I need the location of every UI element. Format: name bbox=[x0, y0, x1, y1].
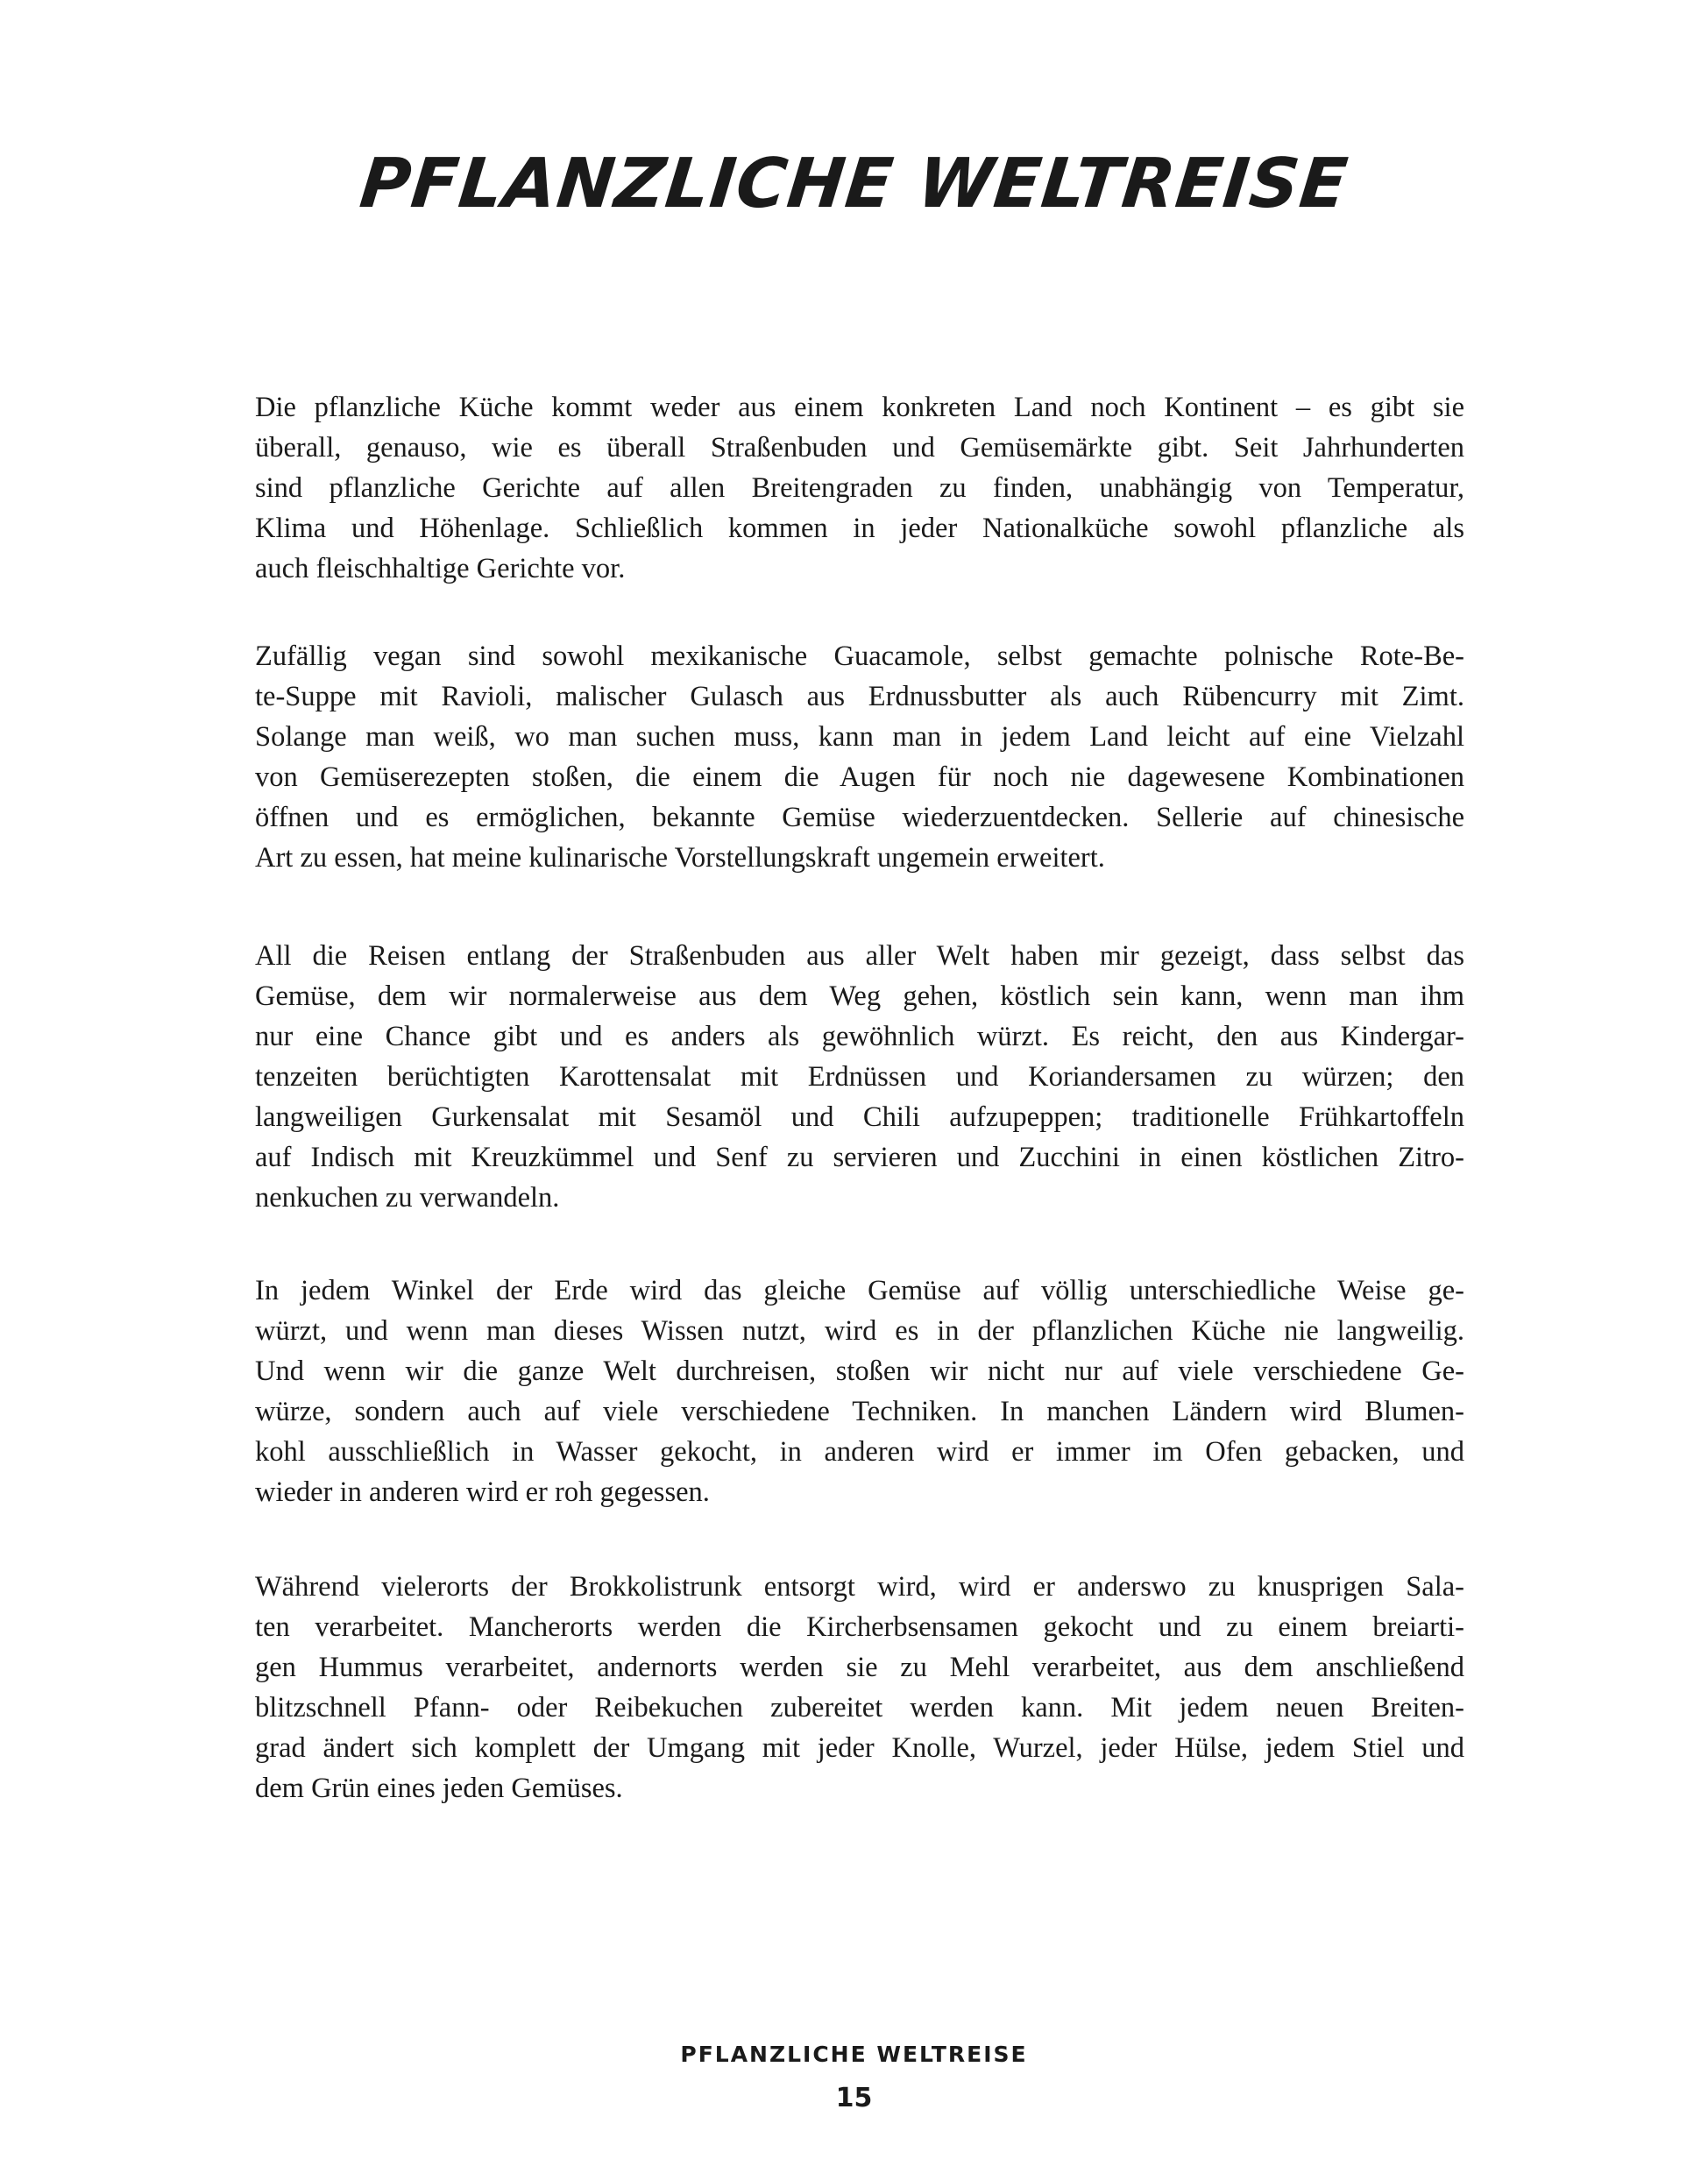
paragraph bbox=[255, 936, 1464, 1218]
text-line: nenkuchen zu verwandeln. bbox=[255, 1182, 560, 1214]
text-line: Gemüse, dem wir normalerweise aus dem Weg gehen, köstlich sein kann, wenn man ihm bbox=[255, 980, 1464, 1012]
text-line: Art zu essen, hat meine kulinarische Vorstellungskraft ungemein erweitert. bbox=[255, 842, 1105, 874]
text-line: wieder in anderen wird er roh gegessen. bbox=[255, 1476, 710, 1508]
text-line: All die Reisen entlang der Straßenbuden aus aller Welt haben mir gezeigt, dass selbst das bbox=[255, 940, 1464, 972]
text-line: langweiligen Gurkensalat mit Sesamöl und Chili aufzupeppen; traditionelle Frühkartoffeln bbox=[255, 1101, 1464, 1133]
paragraph bbox=[255, 1271, 1464, 1512]
page-title: PFLANZLICHE WELTREISE bbox=[356, 145, 1352, 223]
text-line: dem Grün eines jeden Gemüses. bbox=[255, 1773, 623, 1804]
text-line: tenzeiten berüchtigten Karottensalat mit Erdnüssen und Koriandersamen zu würzen; den bbox=[255, 1061, 1464, 1093]
text-line: Klima und Höhenlage. Schließlich kommen in jeder Nationalküche sowohl pflanzliche als bbox=[255, 513, 1464, 544]
paragraph bbox=[255, 387, 1464, 589]
paragraph bbox=[255, 636, 1464, 878]
text-line: auch fleischhaltige Gerichte vor. bbox=[255, 553, 626, 584]
text-line: Während vielerorts der Brokkolistrunk entsorgt wird, wird er anderswo zu knusprigen Sala- bbox=[255, 1571, 1464, 1603]
page-number: 15 bbox=[835, 2083, 873, 2113]
text-line: von Gemüserezepten stoßen, die einem die Augen für noch nie dagewesene Kombinationen bbox=[255, 761, 1464, 793]
text-line: auf Indisch mit Kreuzkümmel und Senf zu servieren und Zucchini in einen köstlichen Zitro- bbox=[255, 1142, 1464, 1173]
text-line: grad ändert sich komplett der Umgang mit jeder Knolle, Wurzel, jeder Hülse, jedem Stiel und bbox=[255, 1732, 1464, 1764]
running-footer-title: PFLANZLICHE WELTREISE bbox=[680, 2042, 1028, 2067]
text-line: Solange man weiß, wo man suchen muss, kann man in jedem Land leicht auf eine Vielzahl bbox=[255, 721, 1464, 753]
text-line: blitzschnell Pfann- oder Reibekuchen zubereitet werden kann. Mit jedem neuen Breiten- bbox=[255, 1692, 1464, 1724]
paragraph bbox=[255, 1567, 1464, 1808]
text-line: Zufällig vegan sind sowohl mexikanische Guacamole, selbst gemachte polnische Rote-Be- bbox=[255, 641, 1464, 672]
text-line: nur eine Chance gibt und es anders als gewöhnlich würzt. Es reicht, den aus Kindergar- bbox=[255, 1021, 1464, 1052]
text-line: würze, sondern auch auf viele verschiedene Techniken. In manchen Ländern wird Blumen- bbox=[255, 1396, 1464, 1427]
text-line: ten verarbeitet. Mancherorts werden die Kircherbsensamen gekocht und zu einem breiarti- bbox=[255, 1611, 1464, 1643]
text-line: sind pflanzliche Gerichte auf allen Breitengraden zu finden, unabhängig von Temperatur, bbox=[255, 472, 1464, 504]
text-line: Und wenn wir die ganze Welt durchreisen, stoßen wir nicht nur auf viele verschiedene Ge- bbox=[255, 1355, 1464, 1387]
text-line: Die pflanzliche Küche kommt weder aus einem konkreten Land noch Kontinent – es gibt sie bbox=[255, 392, 1464, 423]
text-line: gen Hummus verarbeitet, andernorts werden sie zu Mehl verarbeitet, aus dem anschließend bbox=[255, 1652, 1464, 1683]
text-line: te-Suppe mit Ravioli, malischer Gulasch aus Erdnussbutter als auch Rübencurry mit Zimt. bbox=[255, 681, 1464, 712]
text-line: kohl ausschließlich in Wasser gekocht, in anderen wird er immer im Ofen gebacken, und bbox=[255, 1436, 1464, 1468]
text-line: überall, genauso, wie es überall Straßenbuden und Gemüsemärkte gibt. Seit Jahrhunderten bbox=[255, 432, 1464, 464]
text-line: würzt, und wenn man dieses Wissen nutzt, wird es in der pflanzlichen Küche nie langweilig. bbox=[255, 1315, 1464, 1347]
text-line: In jedem Winkel der Erde wird das gleiche Gemüse auf völlig unterschiedliche Weise ge- bbox=[255, 1275, 1464, 1306]
text-line: öffnen und es ermöglichen, bekannte Gemüse wiederzuentdecken. Sellerie auf chinesische bbox=[255, 802, 1464, 833]
